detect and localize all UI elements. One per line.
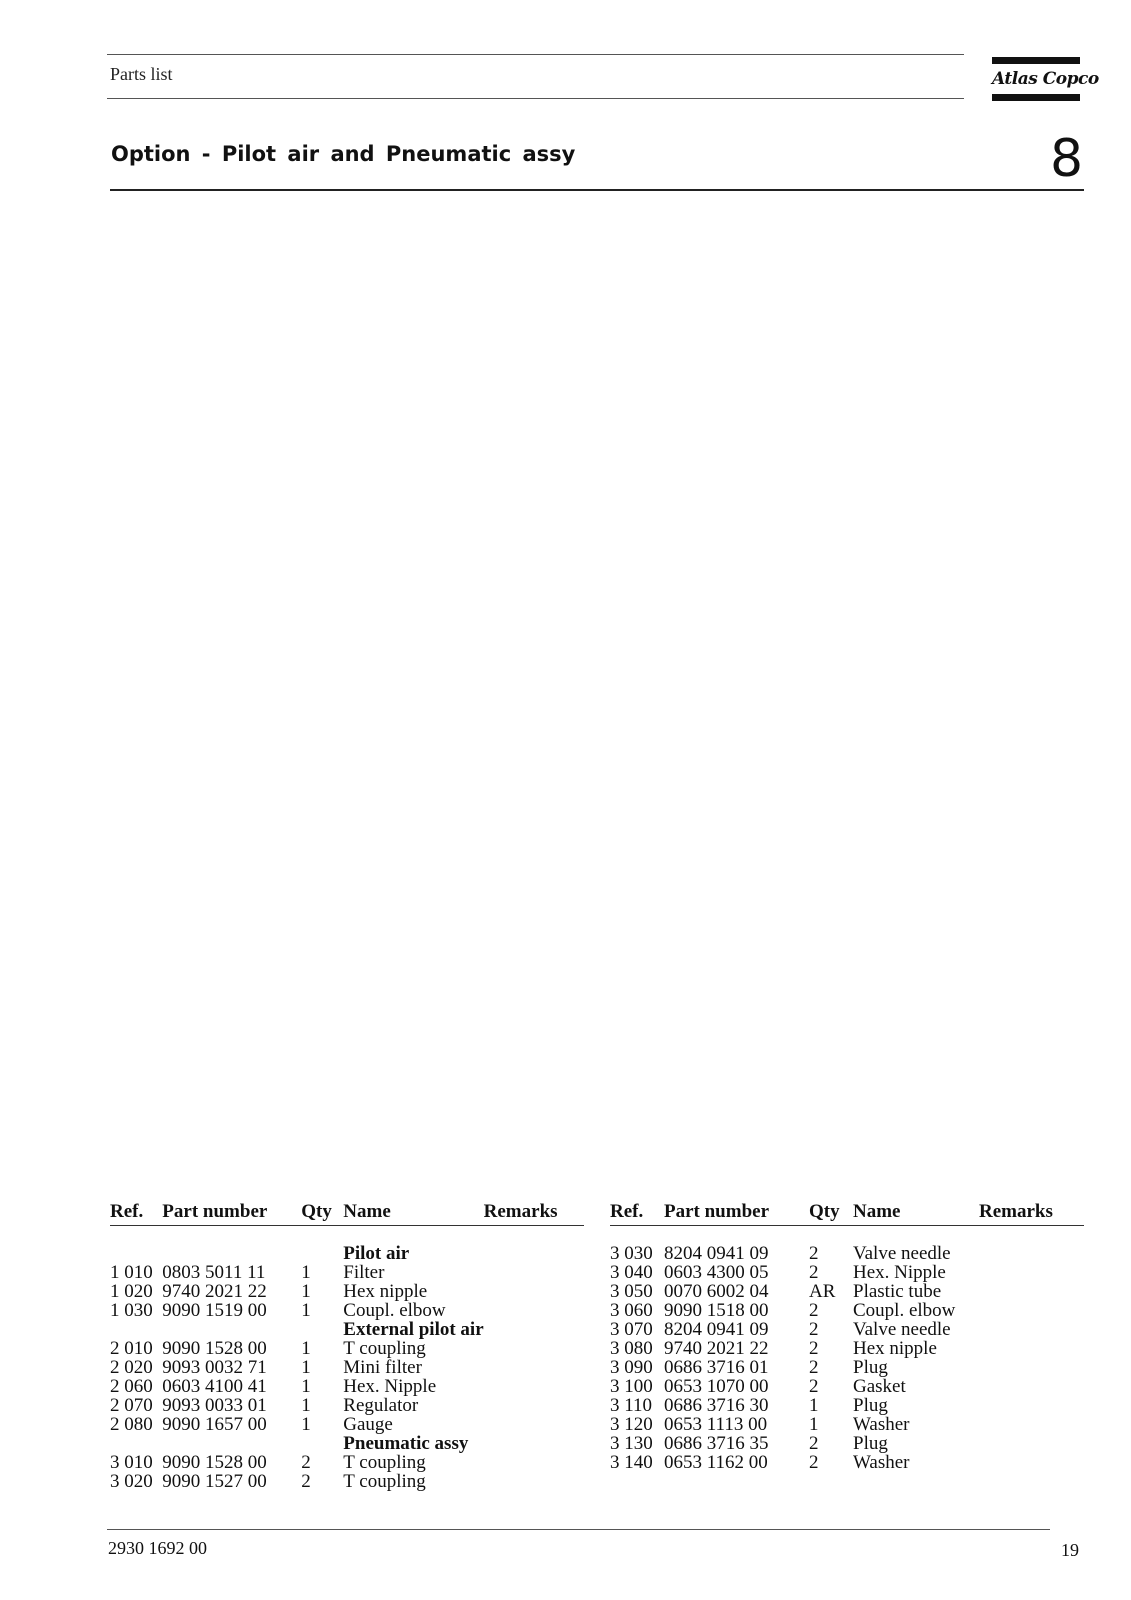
cell-qty: 2: [809, 1433, 819, 1454]
cell-name: Regulator: [343, 1395, 419, 1416]
col-header-qty: Qty: [809, 1202, 853, 1226]
cell-part-number: 9090 1519 00: [162, 1300, 267, 1321]
cell-remarks: [484, 1453, 584, 1472]
cell-qty: 1: [809, 1414, 819, 1435]
cell-ref: 3 060: [610, 1300, 653, 1321]
table-row: [110, 1282, 584, 1301]
cell-part-number: 9740 2021 22: [664, 1338, 769, 1359]
cell-ref: 3 120: [610, 1414, 653, 1435]
cell-remarks: [979, 1282, 1084, 1301]
cell-remarks: [979, 1301, 1084, 1320]
cell-qty: 1: [301, 1300, 311, 1321]
table-row: [110, 1263, 584, 1282]
cell-remarks: [484, 1415, 584, 1434]
cell-remarks: [979, 1434, 1084, 1453]
cell-remarks: [979, 1339, 1084, 1358]
cell-name: Plug: [853, 1357, 888, 1378]
cell-part-number: 0603 4100 41: [162, 1376, 267, 1397]
page-title: Option - Pilot air and Pneumatic assy: [111, 142, 576, 166]
cell-part-number: 0070 6002 04: [664, 1281, 769, 1302]
logo-bar-bottom: [992, 94, 1080, 101]
cell-name: T coupling: [343, 1338, 426, 1359]
cell-qty: [301, 1244, 343, 1263]
cell-part-number: 8204 0941 09: [664, 1319, 769, 1340]
group-heading-row: [110, 1320, 584, 1339]
parts-table-right: [610, 1202, 1084, 1472]
group-heading-row: [110, 1244, 584, 1263]
cell-name: Plastic tube: [853, 1281, 942, 1302]
cell-ref: 3 050: [610, 1281, 653, 1302]
title-rule: [110, 189, 1084, 191]
col-header-qty: Qty: [301, 1202, 343, 1226]
table-row: [610, 1282, 1084, 1301]
cell-remarks: [979, 1453, 1084, 1472]
cell-part-number: [162, 1434, 301, 1453]
col-header-name: Name: [343, 1202, 483, 1226]
cell-remarks: [979, 1358, 1084, 1377]
cell-qty: 2: [809, 1357, 819, 1378]
cell-name: T coupling: [343, 1452, 426, 1473]
cell-ref: 3 130: [610, 1433, 653, 1454]
cell-ref: 3 090: [610, 1357, 653, 1378]
cell-ref: 2 020: [110, 1357, 153, 1378]
cell-part-number: 0686 3716 01: [664, 1357, 769, 1378]
cell-ref: 2 010: [110, 1338, 153, 1359]
cell-ref: 3 140: [610, 1452, 653, 1473]
cell-qty: 2: [301, 1452, 311, 1473]
logo-wordmark: Atlas Copco: [992, 69, 1099, 89]
table-row: [110, 1415, 584, 1434]
chapter-number: 8: [1050, 129, 1084, 189]
cell-name: Gauge: [343, 1414, 393, 1435]
table-row: [610, 1263, 1084, 1282]
col-header-remarks: Remarks: [484, 1202, 584, 1226]
cell-remarks: [484, 1282, 584, 1301]
cell-remarks: [979, 1377, 1084, 1396]
table-row: [110, 1472, 584, 1491]
cell-name: Filter: [343, 1262, 385, 1283]
cell-remarks: [484, 1320, 584, 1339]
cell-part-number: [162, 1320, 301, 1339]
header-rule-bottom: [107, 98, 964, 99]
cell-part-number: 0653 1162 00: [664, 1452, 768, 1473]
col-header-part-number: Part number: [664, 1202, 809, 1226]
cell-ref: [110, 1434, 162, 1453]
cell-qty: 1: [301, 1338, 311, 1359]
cell-name: Hex. Nipple: [343, 1376, 437, 1397]
cell-part-number: 9740 2021 22: [162, 1281, 267, 1302]
cell-name: Hex nipple: [343, 1281, 428, 1302]
col-header-remarks: Remarks: [979, 1202, 1084, 1226]
table-row: [610, 1453, 1084, 1472]
cell-ref: 3 080: [610, 1338, 653, 1359]
cell-ref: 1 010: [110, 1262, 153, 1283]
cell-qty: 2: [809, 1452, 819, 1473]
cell-part-number: 9090 1527 00: [162, 1471, 267, 1492]
table-row: [110, 1301, 584, 1320]
cell-part-number: 0653 1070 00: [664, 1376, 769, 1397]
cell-name: Pilot air: [343, 1243, 410, 1264]
cell-part-number: [162, 1244, 301, 1263]
table-row: [610, 1434, 1084, 1453]
cell-qty: 2: [301, 1471, 311, 1492]
cell-qty: 1: [809, 1395, 819, 1416]
table-row: [610, 1396, 1084, 1415]
table-row: [610, 1301, 1084, 1320]
cell-part-number: 9090 1657 00: [162, 1414, 267, 1435]
table-spacer: [110, 1226, 584, 1245]
cell-ref: [110, 1320, 162, 1339]
cell-part-number: 0803 5011 11: [162, 1262, 266, 1283]
table-row: [110, 1358, 584, 1377]
parts-table-right-body: [610, 1226, 1084, 1473]
cell-part-number: 0686 3716 35: [664, 1433, 769, 1454]
cell-part-number: 0603 4300 05: [664, 1262, 769, 1283]
cell-part-number: 9090 1528 00: [162, 1338, 267, 1359]
cell-name: Hex nipple: [853, 1338, 937, 1359]
page-number: 19: [1061, 1540, 1079, 1560]
cell-remarks: [979, 1244, 1084, 1263]
logo-bar-top: [992, 57, 1080, 64]
cell-remarks: [484, 1377, 584, 1396]
cell-qty: [301, 1320, 343, 1339]
cell-qty: 2: [809, 1262, 819, 1283]
table-row: [110, 1377, 584, 1396]
table-row: [610, 1320, 1084, 1339]
cell-qty: 1: [301, 1281, 311, 1302]
table-row: [110, 1339, 584, 1358]
table-row: [610, 1415, 1084, 1434]
cell-ref: 3 100: [610, 1376, 653, 1397]
cell-remarks: [484, 1301, 584, 1320]
header-rule-top: [107, 54, 964, 55]
col-header-ref: Ref.: [610, 1202, 664, 1226]
cell-name: Coupl. elbow: [853, 1300, 956, 1321]
cell-qty: 2: [809, 1243, 819, 1264]
cell-part-number: 8204 0941 09: [664, 1243, 769, 1264]
cell-remarks: [979, 1263, 1084, 1282]
cell-ref: 1 030: [110, 1300, 153, 1321]
table-header-row: [110, 1202, 584, 1226]
cell-remarks: [979, 1396, 1084, 1415]
cell-ref: 3 110: [610, 1395, 653, 1416]
cell-ref: [110, 1244, 162, 1263]
cell-name: Gasket: [853, 1376, 906, 1397]
cell-name: Mini filter: [343, 1357, 422, 1378]
cell-ref: 3 030: [610, 1243, 653, 1264]
parts-table-left: [110, 1202, 584, 1491]
cell-ref: 2 080: [110, 1414, 153, 1435]
table-spacer: [610, 1226, 1084, 1245]
cell-qty: AR: [809, 1281, 836, 1302]
cell-part-number: 9090 1528 00: [162, 1452, 267, 1473]
cell-qty: 1: [301, 1414, 311, 1435]
cell-name: Washer: [853, 1414, 910, 1435]
cell-qty: 1: [301, 1262, 311, 1283]
cell-remarks: [484, 1472, 584, 1491]
cell-name: Valve needle: [853, 1243, 951, 1264]
cell-ref: 3 020: [110, 1471, 153, 1492]
cell-qty: 2: [809, 1338, 819, 1359]
cell-part-number: 9093 0033 01: [162, 1395, 267, 1416]
cell-part-number: 9090 1518 00: [664, 1300, 769, 1321]
cell-ref: 3 010: [110, 1452, 153, 1473]
parts-table-left-body: [110, 1226, 584, 1492]
table-row: [110, 1453, 584, 1472]
table-row: [610, 1244, 1084, 1263]
cell-name: Hex. Nipple: [853, 1262, 946, 1283]
cell-qty: 2: [809, 1376, 819, 1397]
cell-ref: 2 060: [110, 1376, 153, 1397]
cell-qty: 1: [301, 1395, 311, 1416]
cell-ref: 3 070: [610, 1319, 653, 1340]
cell-remarks: [484, 1396, 584, 1415]
cell-qty: [301, 1434, 343, 1453]
cell-name: Washer: [853, 1452, 910, 1473]
cell-name: Plug: [853, 1433, 888, 1454]
cell-name: Pneumatic assy: [343, 1433, 469, 1454]
section-label: Parts list: [110, 64, 173, 84]
cell-ref: 2 070: [110, 1395, 153, 1416]
col-header-part-number: Part number: [162, 1202, 301, 1226]
footer-rule: [107, 1529, 1050, 1530]
cell-qty: 2: [809, 1300, 819, 1321]
table-row: [110, 1396, 584, 1415]
cell-qty: 1: [301, 1376, 311, 1397]
cell-name: Valve needle: [853, 1319, 951, 1340]
document-number: 2930 1692 00: [108, 1538, 207, 1558]
table-row: [610, 1358, 1084, 1377]
table-row: [610, 1377, 1084, 1396]
cell-name: External pilot air: [343, 1319, 484, 1340]
col-header-name: Name: [853, 1202, 979, 1226]
cell-remarks: [484, 1339, 584, 1358]
cell-remarks: [484, 1244, 584, 1263]
cell-qty: 2: [809, 1319, 819, 1340]
cell-part-number: 9093 0032 71: [162, 1357, 267, 1378]
cell-name: Plug: [853, 1395, 888, 1416]
cell-ref: 3 040: [610, 1262, 653, 1283]
table-row: [610, 1339, 1084, 1358]
cell-name: T coupling: [343, 1471, 426, 1492]
cell-remarks: [979, 1415, 1084, 1434]
cell-ref: 1 020: [110, 1281, 153, 1302]
col-header-ref: Ref.: [110, 1202, 162, 1226]
cell-remarks: [979, 1320, 1084, 1339]
cell-remarks: [484, 1434, 584, 1453]
cell-remarks: [484, 1263, 584, 1282]
brand-logo: [992, 57, 1099, 101]
cell-part-number: 0686 3716 30: [664, 1395, 769, 1416]
group-heading-row: [110, 1434, 584, 1453]
table-header-row: [610, 1202, 1084, 1226]
cell-remarks: [484, 1358, 584, 1377]
cell-part-number: 0653 1113 00: [664, 1414, 768, 1435]
cell-name: Coupl. elbow: [343, 1300, 446, 1321]
cell-qty: 1: [301, 1357, 311, 1378]
